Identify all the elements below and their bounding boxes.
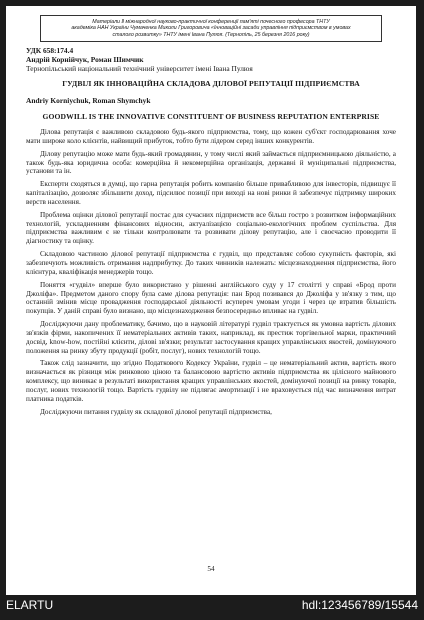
- body-paragraph: Складовою частиною ділової репутації підприємства є гудвіл, що представляє собою сукупність факторів, які забезпечують можливість отримання надприбутку. До таких чинників належать: місцезнаходження підприємства, його клієнтура, кваліфікація менеджерів тощо.: [26, 250, 396, 276]
- title-ukrainian: ГУДВІЛ ЯК ІННОВАЦІЙНА СКЛАДОВА ДІЛОВОЇ РЕПУТАЦІЇ ПІДПРИЄМСТВА: [62, 79, 360, 89]
- authors-ukrainian: Андрій Корнійчук, Роман Шимчик: [26, 55, 144, 65]
- authors-english: Andriy Korniychuk, Roman Shymchyk: [26, 95, 151, 105]
- header-line-3: сталого розвитку» ТНТУ імені Івана Пулюя. (Тернопіль, 25 березня 2016 року): [112, 31, 310, 38]
- body-paragraph: Ділову репутацію може мати будь-який громадянин, у тому числі який займається підприємницькою діяльністю, а також будь-яка юридична особа: комерційна й некомерційна організація, державні й муніципальні підприємства, установи та ін.: [26, 149, 396, 176]
- body-paragraph: Експерти сходяться в думці, що гарна репутація робить компанію більше привабливою для інвесторів, підвищує її капіталізацію, дозволяє збільшити доход, підсилює позиції при виході на нові ринки й забезпечує підтримку широких верств населення.: [26, 180, 396, 206]
- title-english: GOODWILL IS THE INNOVATIVE CONSTITUENT OF BUSINESS REPUTATION ENTERPRISE: [42, 111, 380, 121]
- repository-name: ELARTU: [6, 598, 54, 612]
- body-paragraph: Досліджуючи дану проблематику, бачимо, що в науковій літературі гудвіл трактується як умовна вартість ділових зв'язків фірми, накопичених її нематеріальних активів таких, наприклад, як престиж торгівельної марки, практичний досвід, know-how, постійні клієнти, ділові зв'язки; результат застосування кращих управлінських якостей, домінуючого положення на ринку збуту продукції (робіт, послуг), нових технологій тощо.: [26, 320, 396, 355]
- handle-identifier[interactable]: hdl:123456789/15544: [301, 598, 418, 612]
- repository-footer: [0, 595, 424, 620]
- document-page: [6, 6, 416, 595]
- article-body: [26, 128, 396, 416]
- body-paragraph: Також слід зазначити, що згідно Податкового Кодексу України, гудвіл – це нематеріальний актив, вартість якого визначається як різниця між ринковою ціною та балансовою вартістю активів підприємства як цілісного майнового комплексу, що виникає в результаті використання кращих управлінських якостей, домінуючої позиції на ринку товарів, послуг, нових технологій тощо. Вартість гудвілу не підлягає амортизації і не враховується під час визначення витрат платника податків.: [26, 359, 396, 403]
- header-line-2: академіка НАН України Чумаченка Миколи Григоровича «Інноваційні засади управління підприємством в умовах: [71, 25, 351, 32]
- udk-code: УДК 658:174.4: [26, 46, 74, 56]
- page-number: 54: [207, 565, 215, 573]
- header-line-1: Матеріали Ⅱ міжнародної науково-практичної конференції пам'яті почесного професора ТНТУ: [92, 19, 330, 25]
- body-paragraph: Проблема оцінки ділової репутації постає для сучасних підприємств все більш гостро з розвитком інформаційних технологій, ускладненням фінансових відносин, актуалізацією соціально-екологічних проблем суспільства. Для підприємства важливим є не тільки контролювати та розвивати ділову репутацію, але і своєчасно проводити її діагностику та оцінку.: [26, 210, 396, 246]
- body-paragraph: Поняття «гудвіл» вперше було використано у рішенні англійського суду у 17 столітті у справі «Брод проти Джоліфа». Предметом даного спору була саме ділова репутація: пан Брод позивався до Джоліфа у зв'язку з тим, що останній змінив місце провадження господарської діяльності всупереч умовам угоди і через це втратив більшість покупців. У даній справі було визнано, що місцезнаходження безпосередньо впливає на гудвіл.: [26, 280, 396, 316]
- body-paragraph: Досліджуючи питання гудвілу як складової ділової репутації підприємства,: [40, 407, 272, 416]
- affiliation: Тернопільський національний технічний університет імені Івана Пулюя: [26, 64, 253, 74]
- body-paragraph: Ділова репутація є важливою складовою будь-якого підприємства, тому, що кожен суб'єкт господарювання хоче мати широке коло клієнтів, найвищий прибуток, тобто бути лідером серед інших конкурентів.: [26, 128, 396, 145]
- conference-header: [40, 15, 382, 42]
